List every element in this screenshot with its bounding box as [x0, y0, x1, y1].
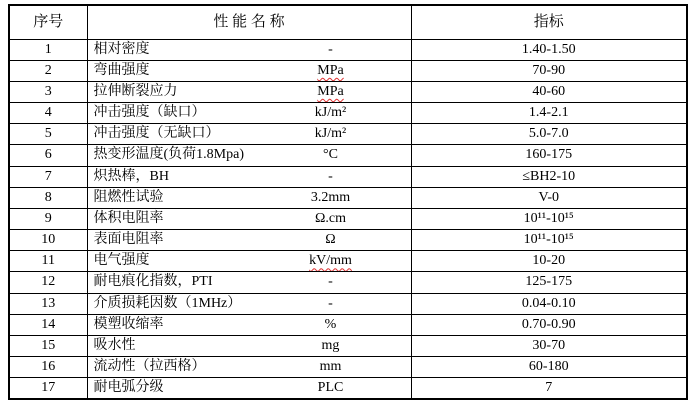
property-unit: mm: [319, 359, 342, 375]
property-value: 7: [411, 378, 687, 399]
property-name: 介质损耗因数（1MHz）: [93, 295, 242, 311]
property-value: 30-70: [411, 335, 687, 356]
table-header: [9, 5, 687, 39]
table-row: [9, 251, 687, 272]
property-unit: %: [324, 316, 337, 332]
property-value: 10-20: [411, 251, 687, 272]
property-value: 60-180: [411, 357, 687, 378]
row-number: 14: [9, 314, 87, 335]
property-cell: [87, 60, 411, 81]
property-name: 模塑收缩率: [93, 316, 164, 332]
row-number: 6: [9, 145, 87, 166]
property-cell: [87, 314, 411, 335]
property-value: 0.04-0.10: [411, 293, 687, 314]
table-row: [9, 103, 687, 124]
property-cell: [87, 39, 411, 60]
property-unit: kV/mm: [309, 253, 352, 269]
property-name: 相对密度: [93, 41, 150, 57]
property-name: 冲击强度（缺口）: [93, 105, 206, 121]
row-number: 2: [9, 60, 87, 81]
property-name: 炽热棒，BH: [93, 168, 169, 184]
property-name: 耐电痕化指数，PTI: [93, 274, 213, 290]
property-unit: Ω: [325, 232, 336, 248]
row-number: 7: [9, 166, 87, 187]
property-value: 1.40-1.50: [411, 39, 687, 60]
row-number: 3: [9, 81, 87, 102]
row-number: 4: [9, 103, 87, 124]
property-unit: °C: [323, 147, 338, 163]
property-cell: [87, 251, 411, 272]
property-value: ≤BH2-10: [411, 166, 687, 187]
property-value: 5.0-7.0: [411, 124, 687, 145]
row-number: 5: [9, 124, 87, 145]
table-row: [9, 272, 687, 293]
property-unit: -: [328, 41, 333, 57]
table-row: [9, 230, 687, 251]
property-unit: Ω.cm: [314, 210, 346, 226]
table-row: [9, 187, 687, 208]
property-value: 1.4-2.1: [411, 103, 687, 124]
property-cell: [87, 272, 411, 293]
header-row: [9, 5, 687, 39]
property-cell: [87, 378, 411, 399]
row-number: 17: [9, 378, 87, 399]
property-unit: 3.2mm: [310, 189, 351, 205]
property-name: 热变形温度(负荷1.8Mpa): [93, 147, 244, 163]
property-unit: PLC: [317, 380, 344, 396]
property-unit: -: [328, 274, 333, 290]
property-cell: [87, 187, 411, 208]
property-name: 流动性（拉西格）: [93, 359, 206, 375]
property-unit: kJ/m²: [314, 126, 347, 142]
property-name: 弯曲强度: [93, 62, 150, 78]
table-row: [9, 166, 687, 187]
row-number: 13: [9, 293, 87, 314]
property-value: 125-175: [411, 272, 687, 293]
property-unit: MPa: [317, 62, 344, 78]
table-row: [9, 357, 687, 378]
property-unit: MPa: [317, 83, 344, 99]
property-unit: mg: [321, 337, 340, 353]
property-value: 0.70-0.90: [411, 314, 687, 335]
property-value: 40-60: [411, 81, 687, 102]
row-number: 1: [9, 39, 87, 60]
property-cell: [87, 230, 411, 251]
property-cell: [87, 166, 411, 187]
property-unit: -: [328, 295, 333, 311]
property-unit: kJ/m²: [314, 105, 347, 121]
property-unit: -: [328, 168, 333, 184]
header-col-property-name: 性 能 名 称: [87, 5, 411, 39]
table-row: [9, 81, 687, 102]
row-number: 9: [9, 208, 87, 229]
table-row: [9, 293, 687, 314]
table-row: [9, 314, 687, 335]
header-col-number: 序号: [9, 5, 87, 39]
property-cell: [87, 81, 411, 102]
table-row: [9, 145, 687, 166]
property-name: 吸水性: [93, 337, 136, 353]
property-name: 耐电弧分级: [93, 380, 164, 396]
row-number: 8: [9, 187, 87, 208]
property-name: 冲击强度（无缺口）: [93, 126, 220, 142]
table-body: [9, 39, 687, 399]
table-row: [9, 124, 687, 145]
header-col-index: 指标: [411, 5, 687, 39]
property-cell: [87, 103, 411, 124]
table-row: [9, 378, 687, 399]
table-row: [9, 60, 687, 81]
property-value: V-0: [411, 187, 687, 208]
property-cell: [87, 357, 411, 378]
property-cell: [87, 124, 411, 145]
property-name: 拉伸断裂应力: [93, 83, 178, 99]
property-value: 160-175: [411, 145, 687, 166]
property-cell: [87, 335, 411, 356]
row-number: 15: [9, 335, 87, 356]
property-name: 阻燃性试验: [93, 189, 164, 205]
property-name: 体积电阻率: [93, 210, 164, 226]
property-name: 电气强度: [93, 253, 150, 269]
table-row: [9, 208, 687, 229]
property-value: 70-90: [411, 60, 687, 81]
row-number: 12: [9, 272, 87, 293]
row-number: 11: [9, 251, 87, 272]
table-row: [9, 39, 687, 60]
property-cell: [87, 145, 411, 166]
property-cell: [87, 293, 411, 314]
property-value: 10¹¹-10¹⁵: [411, 208, 687, 229]
row-number: 10: [9, 230, 87, 251]
row-number: 16: [9, 357, 87, 378]
property-name: 表面电阻率: [93, 232, 164, 248]
property-cell: [87, 208, 411, 229]
table-row: [9, 335, 687, 356]
property-value: 10¹¹-10¹⁵: [411, 230, 687, 251]
properties-table: [8, 4, 688, 400]
